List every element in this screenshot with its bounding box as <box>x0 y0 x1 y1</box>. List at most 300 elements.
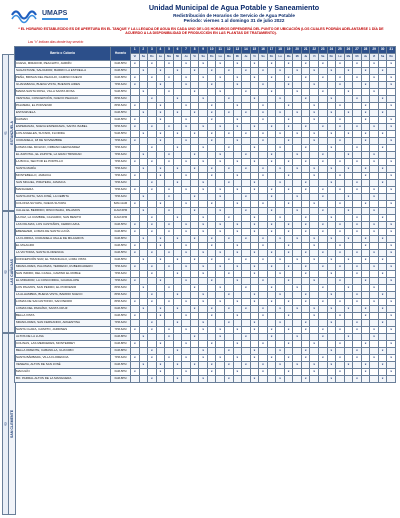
service-day-cell: x <box>182 138 191 145</box>
service-day-cell: x <box>250 376 259 383</box>
service-day-cell <box>190 369 199 376</box>
header-period: Periodo: viernes 1 al domingo 31 de julio 2022 <box>183 18 285 24</box>
service-day-cell <box>378 201 387 208</box>
service-day-cell: x <box>301 271 310 278</box>
horario-cell: 6AM-8PM <box>111 229 131 236</box>
service-day-cell <box>250 313 259 320</box>
service-day-cell <box>361 327 370 334</box>
service-day-cell <box>182 89 191 96</box>
service-day-cell: x <box>216 61 225 68</box>
day-of-week-header: Ju <box>242 54 251 61</box>
service-day-cell: x <box>310 278 319 285</box>
service-day-cell <box>216 201 225 208</box>
service-day-cell <box>327 369 336 376</box>
service-day-cell <box>310 271 319 278</box>
service-day-cell <box>387 131 396 138</box>
service-day-cell <box>250 89 259 96</box>
service-day-cell <box>139 271 148 278</box>
service-day-cell: x <box>233 75 242 82</box>
table-row <box>15 264 396 271</box>
service-day-cell: x <box>387 82 396 89</box>
service-day-cell: x <box>387 187 396 194</box>
service-day-cell: x <box>182 187 191 194</box>
service-day-cell <box>165 369 174 376</box>
service-day-cell <box>387 145 396 152</box>
service-day-cell: x <box>156 278 165 285</box>
service-day-cell: x <box>225 292 234 299</box>
service-day-cell <box>207 222 216 229</box>
service-day-cell: x <box>319 250 328 257</box>
service-day-cell: x <box>284 229 293 236</box>
service-day-cell <box>370 131 379 138</box>
service-day-cell: x <box>378 292 387 299</box>
service-day-cell <box>310 152 319 159</box>
service-day-cell <box>259 208 268 215</box>
service-day-cell <box>156 180 165 187</box>
service-day-cell <box>190 103 199 110</box>
service-day-cell: x <box>250 355 259 362</box>
service-day-cell <box>361 250 370 257</box>
service-day-cell <box>259 285 268 292</box>
service-day-cell <box>242 376 251 383</box>
service-day-cell: x <box>276 166 285 173</box>
service-day-cell: x <box>353 145 362 152</box>
service-day-cell <box>284 68 293 75</box>
service-day-cell <box>190 299 199 306</box>
service-day-cell <box>387 271 396 278</box>
service-day-cell: x <box>156 306 165 313</box>
service-day-cell <box>199 208 208 215</box>
service-day-cell <box>156 215 165 222</box>
service-day-cell <box>370 68 379 75</box>
service-day-cell <box>182 208 191 215</box>
service-day-cell <box>336 110 345 117</box>
service-day-cell <box>199 82 208 89</box>
service-day-cell <box>242 145 251 152</box>
service-day-cell <box>207 348 216 355</box>
service-day-cell <box>207 320 216 327</box>
service-day-cell: x <box>336 369 345 376</box>
service-day-cell <box>370 292 379 299</box>
service-day-cell <box>284 215 293 222</box>
service-day-cell <box>207 187 216 194</box>
service-day-cell <box>301 341 310 348</box>
service-day-cell: x <box>361 278 370 285</box>
service-day-cell <box>387 292 396 299</box>
service-day-cell <box>301 236 310 243</box>
day-number-header: 2 <box>139 47 148 54</box>
day-number-header: 30 <box>378 47 387 54</box>
service-day-cell <box>165 236 174 243</box>
service-day-cell <box>301 89 310 96</box>
barrio-cell: SANTA BÁRBARA, VILLA FLORENCIA <box>15 355 111 362</box>
service-day-cell <box>301 278 310 285</box>
service-day-cell <box>301 138 310 145</box>
service-day-cell: x <box>310 306 319 313</box>
service-day-cell <box>276 229 285 236</box>
service-day-cell <box>250 138 259 145</box>
table-row <box>15 124 396 131</box>
service-day-cell: x <box>276 320 285 327</box>
service-day-cell <box>182 68 191 75</box>
service-day-cell: x <box>319 222 328 229</box>
service-day-cell <box>267 215 276 222</box>
table-row <box>15 96 396 103</box>
horario-cell: 8PM-5AM <box>111 292 131 299</box>
service-day-cell: x <box>353 355 362 362</box>
service-day-cell: x <box>259 341 268 348</box>
service-day-cell: x <box>148 75 157 82</box>
service-day-cell: x <box>190 257 199 264</box>
service-day-cell <box>387 376 396 383</box>
service-day-cell <box>190 292 199 299</box>
service-day-cell <box>361 180 370 187</box>
day-number-header: 21 <box>301 47 310 54</box>
service-day-cell: x <box>361 369 370 376</box>
service-day-cell <box>387 320 396 327</box>
service-day-cell <box>361 61 370 68</box>
service-day-cell: x <box>387 201 396 208</box>
barrio-cell: VENEZIA, ALTOS DE SAN JOSÉ <box>15 362 111 369</box>
service-day-cell: x <box>310 166 319 173</box>
horario-cell: 7PM-6AM <box>111 159 131 166</box>
service-day-cell <box>259 96 268 103</box>
service-day-cell <box>327 103 336 110</box>
service-day-cell <box>165 341 174 348</box>
service-day-cell <box>370 138 379 145</box>
service-day-cell <box>276 117 285 124</box>
service-day-cell: x <box>387 341 396 348</box>
service-day-cell <box>207 152 216 159</box>
service-day-cell: x <box>310 117 319 124</box>
service-day-cell: x <box>378 271 387 278</box>
service-day-cell <box>173 152 182 159</box>
service-day-cell <box>156 152 165 159</box>
service-day-cell <box>216 103 225 110</box>
service-day-cell <box>156 320 165 327</box>
horario-cell: 6AM-5PM <box>111 250 131 257</box>
service-day-cell <box>148 152 157 159</box>
barrio-cell: BO. PARRAL ALTOS DE LA MANGUERA <box>15 376 111 383</box>
service-day-cell <box>182 285 191 292</box>
service-day-cell: x <box>131 264 140 271</box>
service-day-cell: x <box>327 362 336 369</box>
day-number-header: 17 <box>267 47 276 54</box>
service-day-cell <box>387 236 396 243</box>
service-day-cell <box>319 348 328 355</box>
service-day-cell: x <box>199 96 208 103</box>
barrio-cell: MARIA SANTA ROSA, VILLA SANTA ROSA <box>15 89 111 96</box>
service-day-cell: x <box>233 369 242 376</box>
service-day-cell <box>131 285 140 292</box>
barrio-cell: ESTANZUELA <box>15 110 111 117</box>
day-number-header: 12 <box>225 47 234 54</box>
service-day-cell <box>216 257 225 264</box>
service-day-cell <box>190 250 199 257</box>
service-day-cell <box>156 229 165 236</box>
service-day-cell <box>216 278 225 285</box>
service-day-cell <box>148 103 157 110</box>
barrio-cell: LOS PALMOS, SAN PEDRO, EL PORVENIR <box>15 285 111 292</box>
service-day-cell: x <box>259 103 268 110</box>
day-of-week-header: Mi <box>173 54 182 61</box>
service-day-cell <box>199 152 208 159</box>
service-day-cell <box>378 222 387 229</box>
service-day-cell <box>301 131 310 138</box>
service-day-cell: x <box>250 180 259 187</box>
service-day-cell <box>344 313 353 320</box>
service-day-cell <box>242 250 251 257</box>
service-day-cell <box>259 124 268 131</box>
service-day-cell <box>250 208 259 215</box>
service-day-cell <box>182 257 191 264</box>
service-day-cell <box>267 82 276 89</box>
service-day-cell: x <box>182 82 191 89</box>
service-day-cell <box>370 103 379 110</box>
service-day-cell <box>199 341 208 348</box>
day-of-week-header: Sa <box>319 54 328 61</box>
service-day-cell <box>225 278 234 285</box>
service-day-cell <box>301 68 310 75</box>
service-day-cell <box>216 173 225 180</box>
service-day-cell <box>148 313 157 320</box>
logo-waves-icon <box>12 12 36 23</box>
service-day-cell <box>148 110 157 117</box>
service-day-cell <box>370 243 379 250</box>
service-day-cell <box>344 229 353 236</box>
horario-cell: 7PM-6AM <box>111 271 131 278</box>
service-day-cell <box>207 229 216 236</box>
service-day-cell <box>207 271 216 278</box>
service-day-cell <box>216 117 225 124</box>
service-day-cell <box>199 103 208 110</box>
service-day-cell: x <box>131 82 140 89</box>
service-day-cell <box>267 362 276 369</box>
service-day-cell <box>173 194 182 201</box>
service-day-cell: x <box>370 61 379 68</box>
service-day-cell <box>173 355 182 362</box>
service-day-cell: x <box>370 208 379 215</box>
horario-cell: 7PM-6AM <box>111 180 131 187</box>
service-day-cell <box>233 152 242 159</box>
service-day-cell: x <box>173 68 182 75</box>
service-day-cell <box>276 75 285 82</box>
service-day-cell: x <box>378 376 387 383</box>
service-day-cell <box>182 166 191 173</box>
service-day-cell <box>267 313 276 320</box>
service-day-cell <box>207 145 216 152</box>
service-day-cell <box>276 138 285 145</box>
day-of-week-header: Mi <box>233 54 242 61</box>
service-day-cell: x <box>293 68 302 75</box>
service-day-cell <box>165 306 174 313</box>
service-day-cell <box>310 292 319 299</box>
service-day-cell <box>361 96 370 103</box>
service-day-cell: x <box>336 341 345 348</box>
barrio-cell: LOS ANGELES, SUYAPA, FLORIDA <box>15 131 111 138</box>
service-day-cell <box>327 208 336 215</box>
service-day-cell <box>173 278 182 285</box>
service-day-cell <box>267 201 276 208</box>
service-day-cell <box>199 68 208 75</box>
service-day-cell <box>319 96 328 103</box>
service-day-cell <box>190 138 199 145</box>
service-day-cell <box>207 215 216 222</box>
service-day-cell: x <box>344 208 353 215</box>
service-day-cell: x <box>361 173 370 180</box>
service-day-cell <box>370 145 379 152</box>
service-day-cell: x <box>370 327 379 334</box>
service-day-cell <box>276 187 285 194</box>
service-day-cell: x <box>327 271 336 278</box>
service-day-cell <box>216 306 225 313</box>
service-day-cell <box>310 89 319 96</box>
service-day-cell: x <box>293 285 302 292</box>
service-day-cell: x <box>370 194 379 201</box>
service-day-cell <box>216 82 225 89</box>
service-day-cell: x <box>207 103 216 110</box>
service-day-cell: x <box>353 376 362 383</box>
service-day-cell <box>139 355 148 362</box>
service-day-cell <box>336 376 345 383</box>
service-day-cell <box>344 159 353 166</box>
service-day-cell <box>378 187 387 194</box>
service-day-cell <box>319 306 328 313</box>
service-day-cell: x <box>190 362 199 369</box>
service-day-cell <box>336 271 345 278</box>
service-day-cell <box>173 187 182 194</box>
service-day-cell: x <box>284 264 293 271</box>
service-day-cell <box>319 278 328 285</box>
service-day-cell <box>319 82 328 89</box>
service-day-cell <box>370 180 379 187</box>
service-day-cell <box>276 124 285 131</box>
service-day-cell <box>319 201 328 208</box>
service-day-cell: x <box>336 264 345 271</box>
service-day-cell: x <box>284 243 293 250</box>
service-day-cell: x <box>361 362 370 369</box>
service-day-cell <box>336 96 345 103</box>
service-day-cell <box>173 82 182 89</box>
logo-text: UMAPS <box>42 10 68 17</box>
service-day-cell: x <box>250 61 259 68</box>
service-day-cell: x <box>148 250 157 257</box>
service-day-cell: x <box>353 75 362 82</box>
table-row <box>15 376 396 383</box>
service-day-cell <box>361 222 370 229</box>
service-day-cell <box>199 243 208 250</box>
service-day-cell: x <box>250 348 259 355</box>
service-day-cell <box>344 138 353 145</box>
service-day-cell <box>293 250 302 257</box>
service-day-cell <box>199 257 208 264</box>
service-day-cell: x <box>327 215 336 222</box>
service-day-cell: x <box>327 180 336 187</box>
service-day-cell <box>344 341 353 348</box>
service-day-cell: x <box>156 117 165 124</box>
service-day-cell: x <box>319 285 328 292</box>
service-day-cell <box>165 166 174 173</box>
service-day-cell <box>148 208 157 215</box>
service-day-cell: x <box>327 292 336 299</box>
service-day-cell <box>190 117 199 124</box>
service-day-cell: x <box>216 194 225 201</box>
service-day-cell <box>310 320 319 327</box>
service-day-cell <box>131 362 140 369</box>
service-day-cell <box>276 334 285 341</box>
service-day-cell <box>267 271 276 278</box>
service-day-cell <box>182 320 191 327</box>
service-day-cell <box>173 61 182 68</box>
table-row <box>15 103 396 110</box>
day-of-week-header: Sa <box>139 54 148 61</box>
service-day-cell <box>148 334 157 341</box>
service-day-cell <box>131 110 140 117</box>
service-day-cell: x <box>148 61 157 68</box>
service-day-cell: x <box>284 187 293 194</box>
service-day-cell: x <box>276 68 285 75</box>
service-day-cell: x <box>131 103 140 110</box>
service-day-cell: x <box>250 215 259 222</box>
service-day-cell: x <box>207 117 216 124</box>
service-day-cell: x <box>156 68 165 75</box>
service-day-cell: x <box>199 327 208 334</box>
service-day-cell: x <box>259 173 268 180</box>
service-day-cell <box>156 271 165 278</box>
day-number-header: 7 <box>182 47 191 54</box>
service-day-cell <box>336 166 345 173</box>
service-day-cell <box>293 187 302 194</box>
table-row <box>15 299 396 306</box>
service-day-cell: x <box>182 341 191 348</box>
service-day-cell <box>319 173 328 180</box>
day-of-week-header: Do <box>327 54 336 61</box>
service-day-cell: x <box>242 236 251 243</box>
service-day-cell: x <box>250 264 259 271</box>
barrio-cell: SAGASTUME, SALVADOR, BARRIO LA ESTRELLA <box>15 68 111 75</box>
service-day-cell: x <box>370 285 379 292</box>
service-day-cell <box>131 334 140 341</box>
day-of-week-header: Mi <box>293 54 302 61</box>
barrio-cell: GUANABANA, BUENA VISTA, BUENOS AIRES <box>15 82 111 89</box>
service-day-cell: x <box>250 327 259 334</box>
barrio-cell: BELLA ORIENTE, CABANILLA, GUAYABO <box>15 348 111 355</box>
service-day-cell: x <box>233 173 242 180</box>
barrio-cell: MANGUERA <box>15 187 111 194</box>
service-day-cell <box>310 264 319 271</box>
service-day-cell: x <box>387 75 396 82</box>
service-day-cell: x <box>182 229 191 236</box>
service-day-cell <box>165 362 174 369</box>
service-day-cell <box>361 229 370 236</box>
service-day-cell: x <box>259 82 268 89</box>
service-day-cell: x <box>156 82 165 89</box>
service-day-cell: x <box>233 250 242 257</box>
service-day-cell <box>199 131 208 138</box>
service-day-cell: x <box>139 334 148 341</box>
service-day-cell <box>216 236 225 243</box>
service-day-cell: x <box>131 124 140 131</box>
service-day-cell: x <box>156 313 165 320</box>
service-day-cell: x <box>190 89 199 96</box>
service-day-cell <box>378 313 387 320</box>
service-day-cell <box>173 173 182 180</box>
service-day-cell <box>216 145 225 152</box>
service-day-cell <box>361 208 370 215</box>
service-day-cell <box>353 152 362 159</box>
service-day-cell <box>131 236 140 243</box>
day-of-week-header: Do <box>387 54 396 61</box>
